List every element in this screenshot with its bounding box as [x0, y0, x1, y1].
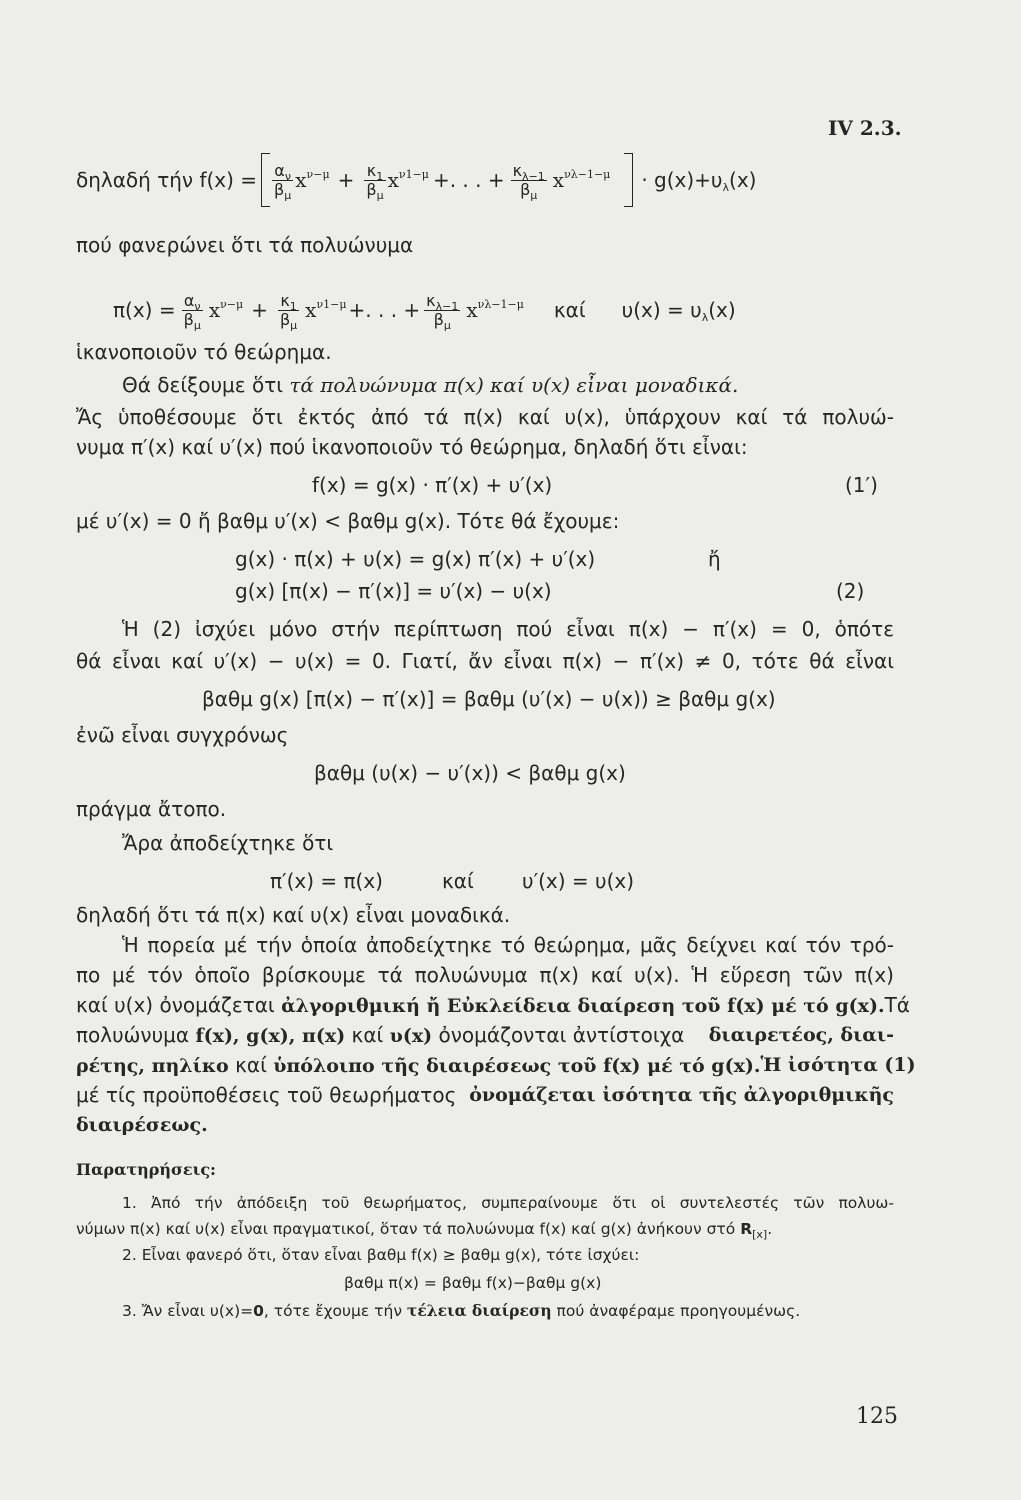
para-h2-line2: θά εἶναι καί υ′(x) − υ(x) = 0. Γιατί, ἄν εἶναι π(x) − π′(x) ≠ 0, τότε θά εἶναι: [76, 649, 894, 673]
equation-2a-or: ἤ: [708, 547, 721, 571]
left-bracket: [261, 153, 270, 207]
remark-1-line2: νύμων π(x) καί υ(x) εἶναι πραγματικοί, ὅταν τά πολυώνυμα f(x) καί g(x) ἀνήκουν στό $R_{[x]}$.: [76, 1220, 773, 1241]
formula-pi-line: π(x) = $\frac{\alpha_\nu}{\beta_\mu}$ $x^{\nu-\mu}$ + $\frac{\kappa_1}{\beta_\mu}$ $x^{\nu 1-\mu}$ +. . . + $\frac{\kappa_{\lambda-1}}{\beta_\mu}$ $x^{\nu\lambda-1-\mu}$ καί $\upsilon(x) = \upsilon_\lambda(x)$: [113, 290, 736, 332]
page-number: 125: [856, 1404, 898, 1429]
fraction-alpha-beta: $\frac{\alpha_\nu}{\beta_\mu}$: [274, 160, 292, 202]
fraction-kappa-lambda-beta: $\frac{\kappa_{\lambda-1}}{\beta_\mu}$: [512, 160, 545, 202]
para-poreia-line5: ρέτης, πηλίκο καί ὑπόλοιπο τῆς διαιρέσεως τοῦ f(x) μέ τό g(x). Ἡ ἰσότητα (1): [76, 1053, 916, 1077]
remark-2-line1: 2. Εἶναι φανερό ὅτι, ὅταν εἶναι βαθμ f(x) ≥ βαθμ g(x), τότε ἰσχύει:: [122, 1246, 640, 1264]
equation-5-right: υ′(x) = υ(x): [522, 869, 635, 893]
line-ara: Ἄρα ἀποδείχτηκε ὅτι: [122, 831, 334, 855]
equation-5-kai: καί: [442, 869, 474, 893]
line-dhladh-monadika: δηλαδή ὅτι τά π(x) καί υ(x) εἶναι μοναδικά.: [76, 903, 511, 927]
para-poreia-line3: καί υ(x) ὀνομάζεται ἀλγοριθμική ἤ Εὐκλείδεια διαίρεση τοῦ f(x) μέ τό g(x). Τά: [76, 993, 910, 1017]
para-h2-line1: Ἡ (2) ἰσχύει μόνο στήν περίπτωση πού εἶναι π(x) − π′(x) = 0, ὁπότε: [122, 617, 894, 641]
fraction-kappa1-beta: $\frac{\kappa_1}{\beta_\mu}$: [366, 160, 384, 202]
line-me-u: μέ υ′(x) = 0 ἤ βαθμ υ′(x) < βαθμ g(x). Τότε θά ἔχουμε:: [76, 509, 620, 533]
equation-5-left: π′(x) = π(x): [270, 869, 383, 893]
line-tha-deixoume: Θά δείξουμε ὅτι τά πολυώνυμα π(x) καί υ(x) εἶναι μοναδικά.: [122, 373, 739, 397]
para-poreia-line4: πολυώνυμα f(x), g(x), π(x) καί υ(x) ὀνομάζονται ἀντίστοιχα διαιρετέος, διαι-: [76, 1023, 894, 1047]
para-poreia-line7: διαιρέσεως.: [76, 1114, 208, 1136]
line-pragma: πράγμα ἄτοπο.: [76, 797, 227, 821]
formula-f-line: δηλαδή τήν f(x) = $\frac{\alpha_\nu}{\beta_\mu}$ $x^{\nu-\mu}$ + $\frac{\kappa_1}{\beta_\mu}$ $x^{\nu 1-\mu}$ +. . . + $\frac{\kappa_{\lambda-1}}{\beta_\mu}$ $x^{\nu\lambda-1-\mu}$ · $g(x)+\upsilon_\lambda(x)$: [76, 150, 756, 210]
right-bracket: [624, 153, 633, 207]
equation-1prime: f(x) = g(x) · π′(x) + υ′(x): [312, 473, 553, 497]
para-poreia-line6: μέ τίς προϋποθέσεις τοῦ θεωρήματος ὀνομάζεται ἰσότητα τῆς ἀλγοριθμικῆς: [76, 1083, 894, 1107]
remark-2-line2: βαθμ π(x) = βαθμ f(x)−βαθμ g(x): [344, 1274, 602, 1292]
line-pou-fanerwnei: πού φανερώνει ὅτι τά πολυώνυμα: [76, 233, 414, 257]
equation-2-label: (2): [836, 579, 865, 603]
equation-3: βαθμ g(x) [π(x) − π′(x)] = βαθμ (υ′(x) − υ(x)) ≥ βαθμ g(x): [202, 687, 776, 711]
remark-1-line1: 1. Ἀπό τήν ἀπόδειξη τοῦ θεωρήματος, συμπεραίνουμε ὅτι οἱ συντελεστές τῶν πολυω-: [122, 1194, 894, 1212]
line-enw: ἐνῶ εἶναι συγχρόνως: [76, 723, 289, 747]
para-as-ypothesoume-1: Ἄς ὑποθέσουμε ὅτι ἐκτός ἀπό τά π(x) καί υ(x), ὑπάρχουν καί τά πολυώ-: [76, 405, 894, 429]
equation-1prime-label: (1′): [845, 473, 878, 497]
equation-4: βαθμ (υ(x) − υ′(x)) < βαθμ g(x): [314, 761, 626, 785]
equation-2b: g(x) [π(x) − π′(x)] = υ′(x) − υ(x): [235, 579, 552, 603]
equation-2a: g(x) · π(x) + υ(x) = g(x) π′(x) + υ′(x): [235, 547, 596, 571]
remark-3: 3. Ἄν εἶναι υ(x)=0, τότε ἔχουμε τήν τέλεια διαίρεση πού ἀναφέραμε προηγουμένως.: [122, 1301, 801, 1320]
section-header: IV 2.3.: [828, 116, 902, 140]
line-ikanopoioun: ἱκανοποιοῦν τό θεώρημα.: [76, 340, 332, 364]
para-poreia-line2: πο μέ τόν ὁποῖο βρίσκουμε τά πολυώνυμα π(x) καί υ(x). Ἡ εὕρεση τῶν π(x): [76, 963, 894, 987]
remarks-title: Παρατηρήσεις:: [76, 1160, 216, 1179]
para-poreia-line1: Ἡ πορεία μέ τήν ὁποία ἀποδείχτηκε τό θεώρημα, μᾶς δείχνει καί τόν τρό-: [122, 933, 894, 957]
dhladh-f-label: δηλαδή τήν f(x) =: [76, 168, 258, 192]
para-as-ypothesoume-2: νυμα π′(x) καί υ′(x) πού ἱκανοποιοῦν τό θεώρημα, δηλαδή ὅτι εἶναι:: [76, 435, 748, 459]
